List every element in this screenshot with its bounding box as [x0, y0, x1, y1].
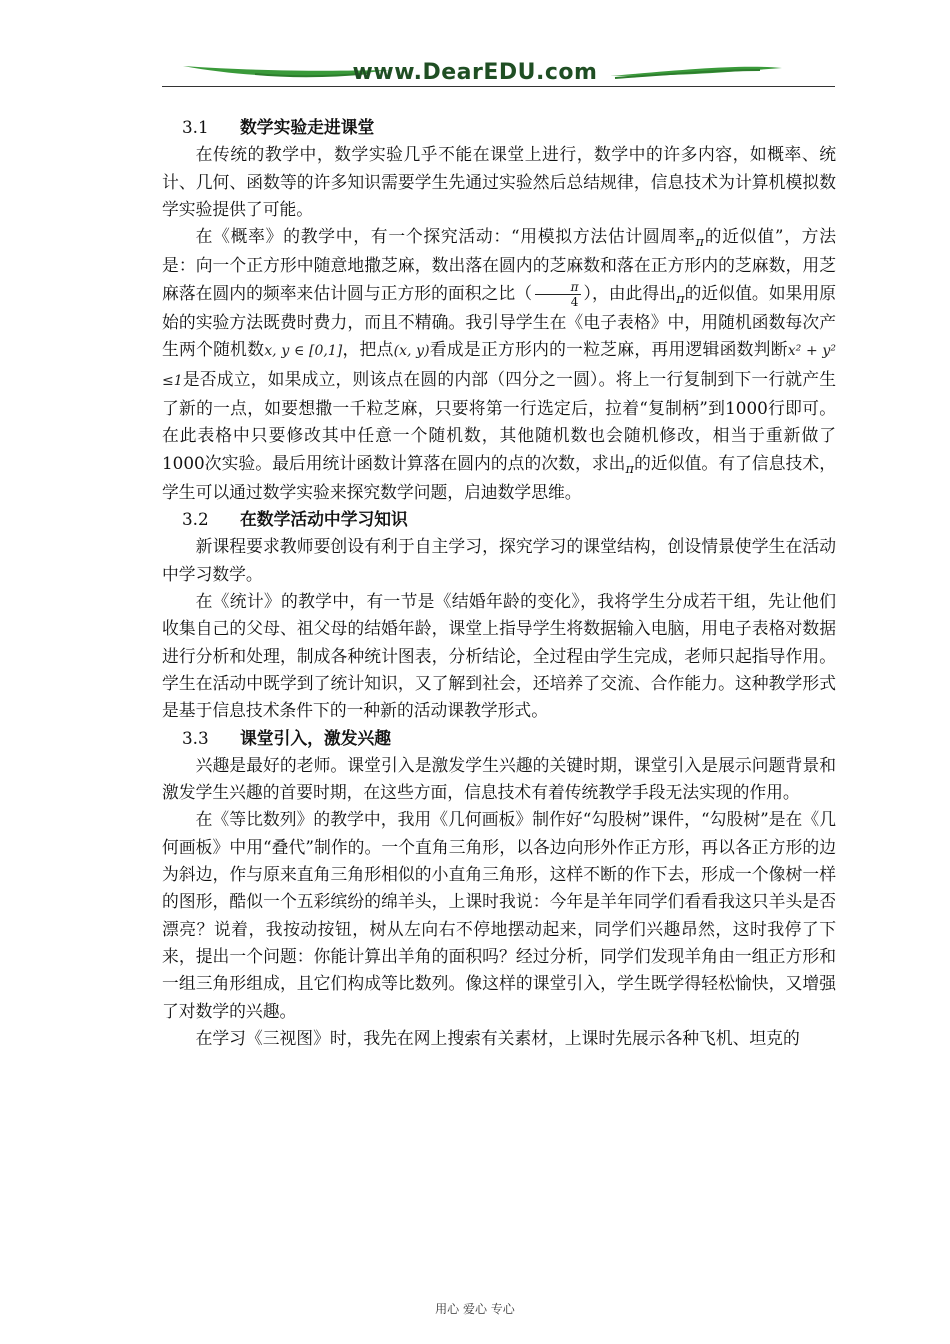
section-title: 课堂引入，激发兴趣: [240, 727, 392, 748]
paragraph: 在《统计》的教学中，有一节是《结婚年龄的变化》，我将学生分成若干组，先让他们收集自己的父母、祖父母的结婚年龄，课堂上指导学生将数据输入电脑，用电子表格对数据进行分析和处理，制成各种统计图表，分析结论，全过程由学生完成，老师只起指导作用。学生在活动中既学到了统计知识，又了解到社会，还培养了交流、合作能力。这种教学形式是基于信息技术条件下的一种新的活动课教学形式。: [162, 591, 836, 721]
math-xy-range: x, y ∈ [0,1]: [264, 343, 343, 360]
header-swoosh-logo: [0, 0, 950, 100]
text-run: 是否成立，如果成立，则该点在圆的内部（四分之一圆）。将上一行复制到下一行就产生了新的一点，如要想撒一千粒芝麻，只要将第一行选定后，拉着“复制柄”到1000行即可。在此表格中只要修改其中任意一个随机数，其他随机数也会随机修改，相当于重新做了1000次实验。最后用统计函数计算落在圆内的点的次数，求出: [162, 368, 836, 473]
site-logo-text: www.DearEDU.com: [352, 60, 598, 85]
math-fraction: [535, 280, 580, 309]
text-run: 的近似值。有了信息技术，学生可以通过数学实验来探究数学问题，启迪数学思维。: [162, 452, 836, 502]
math-pi: π: [695, 235, 705, 251]
math-point: (x, y): [393, 343, 430, 360]
section-heading-3-2: [162, 506, 836, 533]
paragraph: 新课程要求教师要创设有利于自主学习，探究学习的课堂结构，创设情景使学生在活动中学习数学。: [162, 536, 836, 584]
text-run: 看成是正方形内的一粒芝麻，再用逻辑函数判断: [429, 339, 788, 360]
text-run: 在《概率》的教学中，有一个探究活动：“用模拟方法估计圆周率: [195, 226, 696, 247]
text-run: 的近似值。如果用原始的实验方法既费时费力，而且不精确。我引导学生在《电子表格》中，用随机函数每次产生两个随机数: [162, 282, 836, 360]
page-header: [0, 0, 950, 100]
paragraph: 在《等比数列》的教学中，我用《几何画板》制作好“勾股树”课件，“勾股树”是在《几何画板》中用“叠代”制作的。一个直角三角形，以各边向形外作正方形，再以各正方形的边为斜边，作与原来直角三角形相似的小直角三角形，这样不断的作下去，形成一个像树一样的图形，酷似一个五彩缤纷的绵羊头，上课时我说：今年是羊年同学们看看我这只羊头是否漂亮？说着，我按动按钮，树从左向右不停地摆动起来，同学们兴趣昂然，这时我停了下来，提出一个问题：你能计算出羊角的面积吗？经过分析，同学们发现羊角由一组正方形和一组三角形组成，且它们构成等比数列。像这样的课堂引入，学生既学得轻松愉快，又增强了对数学的兴趣。: [162, 809, 836, 1021]
text-run: ，把点: [342, 339, 394, 360]
section-heading-3-1: [162, 114, 836, 141]
section-title: 在数学活动中学习知识: [240, 509, 408, 530]
math-pi: π: [625, 461, 635, 477]
math-inequality: x² + y² ≤1: [162, 343, 836, 389]
section-title: 数学实验走进课堂: [240, 117, 375, 137]
paragraph: 在学习《三视图》时，我先在网上搜索有关素材，上课时先展示各种飞机、坦克的: [195, 1027, 800, 1048]
paragraph: 兴趣是最好的老师。课堂引入是激发学生兴趣的关键时期，课堂引入是展示问题背景和激发学生兴趣的首要时期，在这些方面，信息技术有着传统教学手段无法实现的作用。: [162, 754, 836, 803]
section-number: 3.2: [182, 509, 209, 530]
document-body: [162, 114, 836, 1052]
section-heading-3-3: [162, 725, 836, 752]
fraction-numerator: π: [535, 280, 580, 295]
text-run: 的近似值”，方法是：向一个正方形中随意地撒芝麻，数出落在圆内的芝麻数和落在正方形内的芝麻数，用芝麻落在圆内的频率来估计圆与正方形的面积之比（: [162, 226, 836, 303]
math-pi: π: [676, 291, 685, 307]
section-number: 3.3: [182, 727, 209, 748]
header-divider: [162, 86, 835, 87]
text-run: ），由此得出: [583, 282, 677, 303]
page-footer: 用心 爱心 专心: [435, 1302, 515, 1316]
paragraph: 在传统的教学中，数学实验几乎不能在课堂上进行，数学中的许多内容，如概率、统计、几何、函数等的许多知识需要学生先通过实验然后总结规律，信息技术为计算机模拟数学实验提供了可能。: [162, 144, 836, 219]
paragraph-probability: [162, 223, 836, 506]
fraction-denominator: 4: [570, 294, 579, 309]
section-number: 3.1: [182, 117, 209, 137]
